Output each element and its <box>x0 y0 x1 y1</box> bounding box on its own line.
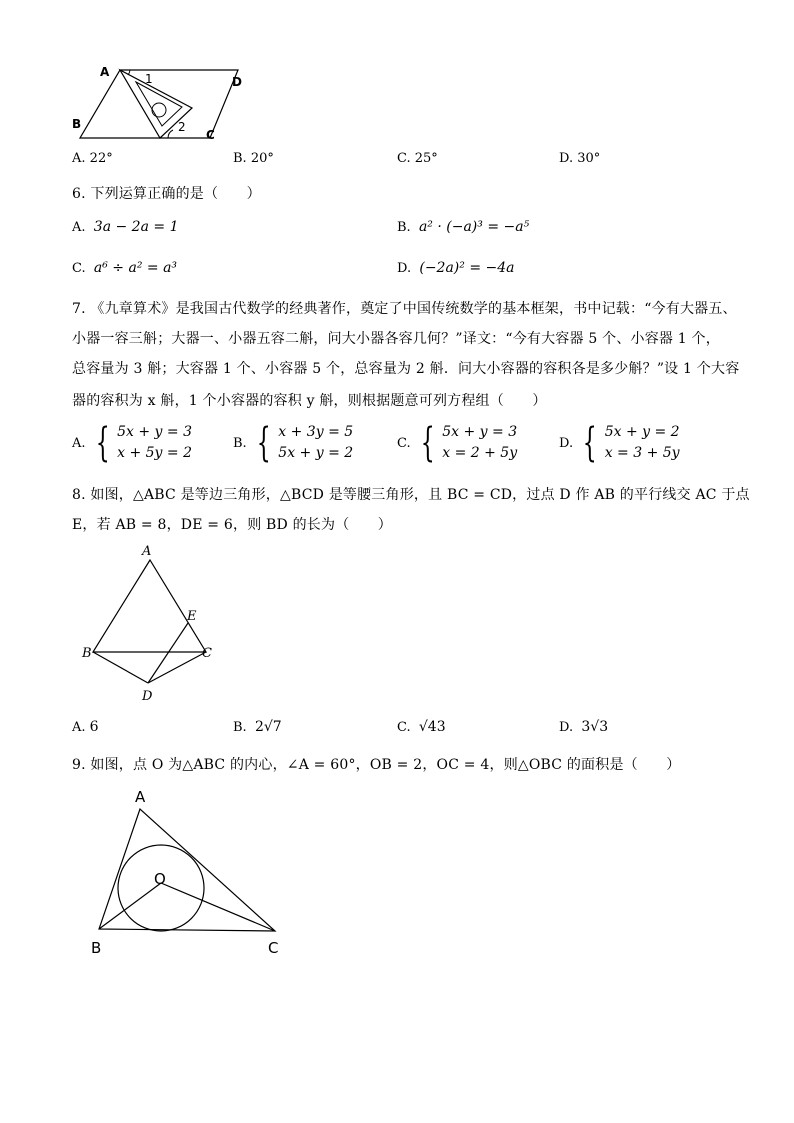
option-text: √43 <box>418 719 446 735</box>
option-key: B. <box>233 435 247 451</box>
option-text: 3√3 <box>581 719 609 735</box>
q5-label-C: C <box>206 128 215 142</box>
set-square-hole <box>152 103 166 117</box>
option-key: C. <box>397 435 411 451</box>
option-expr: a⁶ ÷ a² = a³ <box>93 260 178 276</box>
segment-ob <box>99 883 161 929</box>
q5-option-a[interactable] <box>72 151 113 166</box>
q8-option-c[interactable] <box>397 719 446 735</box>
triangle-abc <box>93 560 206 652</box>
q7-line-3: 总容量为 3 斛；大容器 1 个、小容器 5 个，总容量为 2 斛．问大小容器的容积各是多少斛？”设 1 个大容 <box>72 361 740 377</box>
q5-label-A: A <box>100 65 110 79</box>
brace-icon: { <box>256 420 271 466</box>
q7-option-b[interactable] <box>233 422 353 464</box>
option-expr: 3a − 2a = 1 <box>93 219 179 235</box>
option-key: A. <box>72 720 86 735</box>
option-key: D. <box>397 261 412 276</box>
angle-2-arc <box>168 130 173 138</box>
option-key: B. <box>397 220 411 235</box>
set-square-inner <box>136 82 182 126</box>
equation-1: 5x + y = 2 <box>604 424 680 440</box>
q8-label-D: D <box>142 689 153 704</box>
q7-option-c[interactable] <box>397 422 517 464</box>
q6-option-a[interactable] <box>72 219 178 235</box>
segment-oc <box>161 883 275 931</box>
option-text: 2√7 <box>254 719 282 735</box>
q7-option-d[interactable] <box>559 422 680 464</box>
q8-label-A: A <box>142 544 152 559</box>
q8-label-E: E <box>187 609 197 624</box>
equation-2: 5x + y = 2 <box>278 445 354 461</box>
angle-1-arc <box>128 70 130 75</box>
brace-icon: { <box>95 420 110 466</box>
q8-line-2: E，若 AB = 8，DE = 6，则 BD 的长为（ ） <box>72 517 393 533</box>
q8-option-a[interactable] <box>72 719 99 735</box>
q9-figure <box>85 785 285 960</box>
segment-cd <box>148 652 206 683</box>
option-key: C. <box>397 720 411 735</box>
option-text: 30° <box>577 151 601 166</box>
q5-label-1: 1 <box>145 72 153 86</box>
option-key: A. <box>72 220 86 235</box>
q5-option-d[interactable] <box>559 151 600 166</box>
option-key: D. <box>559 435 574 451</box>
q8-figure <box>78 540 228 705</box>
q7-option-a[interactable] <box>72 422 192 464</box>
equation-2: x + 5y = 2 <box>117 445 193 461</box>
q6-stem: 6. 下列运算正确的是（ ） <box>72 186 261 202</box>
option-expr: a² · (−a)³ = −a⁵ <box>418 219 530 235</box>
q8-option-b[interactable] <box>233 719 282 735</box>
option-key: C. <box>72 261 86 276</box>
option-key: A. <box>72 151 86 166</box>
option-key: D. <box>559 151 574 166</box>
option-text: 6 <box>89 719 99 735</box>
option-text: 22° <box>89 151 113 166</box>
q5-option-b[interactable] <box>233 151 274 166</box>
q5-option-c[interactable] <box>397 151 438 166</box>
segment-bd <box>93 652 148 683</box>
q9-stem: 9. 如图，点 O 为△ABC 的内心，∠A = 60°，OB = 2，OC = 4，则△OBC 的面积是（ ） <box>72 757 681 773</box>
q6-option-d[interactable] <box>397 260 515 276</box>
q5-label-2: 2 <box>178 120 186 134</box>
q9-label-C: C <box>268 939 279 957</box>
incircle <box>118 845 204 931</box>
option-key: A. <box>72 435 86 451</box>
option-key: B. <box>233 720 247 735</box>
q8-line-1: 8. 如图，△ABC 是等边三角形，△BCD 是等腰三角形，且 BC = CD，过点 D 作 AB 的平行线交 AC 于点 <box>72 487 750 503</box>
option-key: C. <box>397 151 411 166</box>
brace-icon: { <box>420 420 435 466</box>
q5-figure <box>70 60 260 145</box>
q6-option-b[interactable] <box>397 219 529 235</box>
q8-label-C: C <box>202 646 212 661</box>
q8-label-B: B <box>82 646 92 661</box>
q5-label-B: B <box>72 117 82 131</box>
equation-1: 5x + y = 3 <box>117 424 193 440</box>
q9-label-A: A <box>135 788 146 806</box>
equation-1: x + 3y = 5 <box>278 424 354 440</box>
q9-label-O: O <box>154 870 166 888</box>
segment-de <box>148 623 188 683</box>
q7-line-2: 小器一容三斛；大器一、小器五容二斛，问大小器各容几何？”译文：“今有大容器 5 个、小容器 1 个， <box>72 331 720 347</box>
q7-line-4: 器的容积为 x 斛，1 个小容器的容积 y 斛，则根据题意可列方程组（ ） <box>72 393 547 409</box>
q5-label-D: D <box>232 75 242 89</box>
q7-line-1: 7. 《九章算术》是我国古代数学的经典著作，奠定了中国传统数学的基本框架，书中记载：“今有大器五、 <box>72 301 737 317</box>
brace-icon: { <box>582 420 597 466</box>
q8-option-d[interactable] <box>559 719 608 735</box>
equation-2: x = 3 + 5y <box>604 445 680 461</box>
option-key: D. <box>559 720 574 735</box>
option-expr: (−2a)² = −4a <box>419 260 515 276</box>
option-text: 20° <box>250 151 274 166</box>
equation-2: x = 2 + 5y <box>442 445 518 461</box>
q9-label-B: B <box>91 939 102 957</box>
option-text: 25° <box>414 151 438 166</box>
q6-option-c[interactable] <box>72 260 177 276</box>
option-key: B. <box>233 151 247 166</box>
equation-1: 5x + y = 3 <box>442 424 518 440</box>
